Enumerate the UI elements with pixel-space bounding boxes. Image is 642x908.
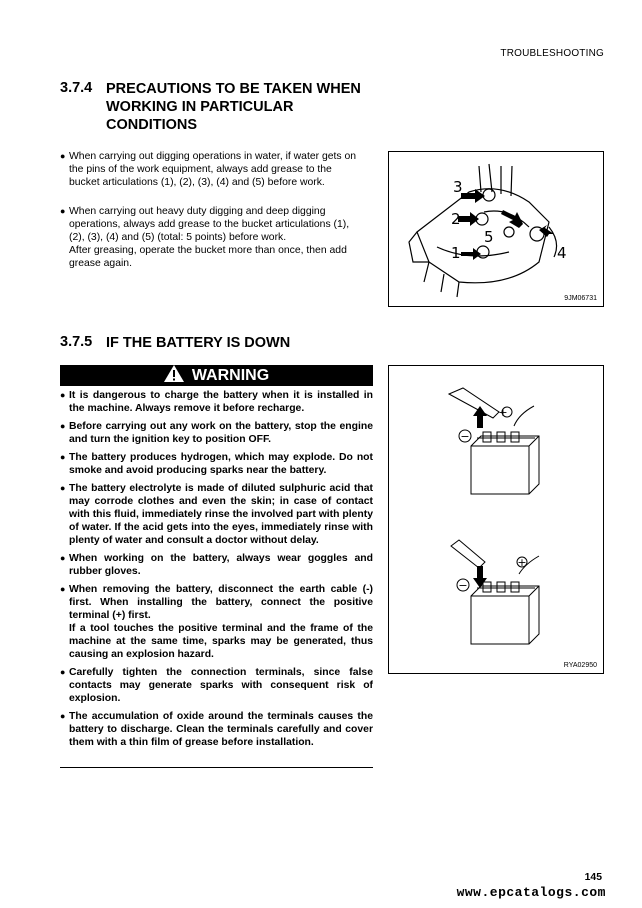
warning-text: Before carrying out any work on the battery, stop the engine and turn the ignition key to position OFF. [69, 421, 373, 445]
warning-item [60, 420, 373, 446]
figure-code: RYA02950 [563, 662, 597, 669]
page-number: 145 [584, 872, 602, 883]
bullet-dot: ● [60, 553, 66, 563]
warning-item [60, 666, 373, 705]
title-line: PRECAUTIONS TO BE TAKEN WHEN [106, 81, 361, 97]
text-line: bucket articulations (1), (2), (3), (4) and (5) before work. [69, 177, 325, 188]
warning-triangle-icon [164, 365, 184, 387]
warning-item [60, 583, 373, 661]
warning-label: WARNING [191, 366, 270, 384]
plus-symbol: + [498, 406, 508, 419]
bullet-dot: ● [60, 421, 66, 431]
callout-4: 4 [557, 244, 567, 262]
text-line: (2), (3), (4) and (5) (total: 5 points) before work. [69, 232, 287, 243]
section-number-375: 3.7.5 [60, 334, 93, 350]
text-line: operations, always add grease to the bucket articulations (1), [69, 219, 350, 230]
bullet-dot: ● [60, 584, 66, 594]
callout-5: 5 [484, 228, 494, 246]
callout-2: 2 [451, 210, 461, 228]
warning-text: Carefully tighten the connection terminals, since false contacts may generate sparks with consequent risk of explosion. [69, 667, 373, 704]
bullet-dot: ● [60, 483, 66, 493]
warning-text: The battery electrolyte is made of diluted sulphuric acid that may corrode clothes and even the skin; in case of contact with this fluid, immediately rinse the involved part with plenty of water. If the acid gets into the eyes, immediately rinse with plenty of water and consult a doctor without delay. [69, 483, 373, 546]
battery-figure [388, 365, 604, 674]
bullet-dot: ● [60, 667, 66, 677]
warning-text: It is dangerous to charge the battery when it is installed in the machine. Always remove it before recharge. [69, 390, 373, 414]
warning-banner [60, 365, 373, 386]
callout-3: 3 [453, 178, 463, 196]
bullet-dot: ● [60, 452, 66, 462]
running-header: TROUBLESHOOTING [500, 48, 604, 59]
warning-item [60, 389, 373, 415]
warning-text: The accumulation of oxide around the terminals causes the battery to discharge. Clean the terminals carefully and cover them with a thin film of grease before installation. [69, 711, 373, 748]
section-title-374 [106, 80, 361, 134]
section-number-374: 3.7.4 [60, 80, 93, 96]
battery-illustration [389, 366, 603, 673]
bullet-dot: ● [60, 206, 66, 216]
bucket-illustration [389, 152, 603, 306]
text-line: When carrying out digging operations in water, if water gets on [69, 151, 357, 162]
warning-text: When removing the battery, disconnect the earth cable (-) first. When installing the battery, connect the positive terminal (+) first. If a tool touches the positive terminal and the frame of the machine at the same time, sparks may be generated, thus causing an explosion hazard. [69, 584, 373, 660]
bullet-dot: ● [60, 151, 66, 161]
warning-item [60, 710, 373, 749]
warning-text: The battery produces hydrogen, which may explode. Do not smoke and avoid producing sparks near the battery. [69, 452, 373, 476]
title-line: WORKING IN PARTICULAR [106, 99, 294, 115]
paragraph-heavy-duty [69, 205, 373, 270]
plus-symbol: + [517, 556, 527, 569]
text-line: When carrying out heavy duty digging and deep digging [69, 206, 326, 217]
title-line: CONDITIONS [106, 117, 198, 133]
text-line: After greasing, operate the bucket more than once, then add [69, 245, 347, 256]
warning-list [60, 389, 373, 754]
warning-end-rule [60, 767, 373, 768]
warning-item [60, 482, 373, 547]
bullet-dot: ● [60, 390, 66, 400]
section-title-375: IF THE BATTERY IS DOWN [106, 335, 291, 351]
callout-1: 1 [451, 244, 461, 262]
text-line: the pins of the work equipment, always add grease to the [69, 164, 332, 175]
watermark: www.epcatalogs.com [456, 885, 606, 900]
paragraph-water-digging [69, 150, 373, 189]
bucket-figure [388, 151, 604, 307]
text-line: grease again. [69, 258, 132, 269]
minus-symbol: − [460, 430, 470, 443]
minus-symbol: − [458, 579, 468, 592]
warning-item [60, 451, 373, 477]
figure-code: 9JM06731 [564, 295, 597, 302]
warning-text: When working on the battery, always wear goggles and rubber gloves. [69, 553, 373, 577]
warning-item [60, 552, 373, 578]
bullet-dot: ● [60, 711, 66, 721]
